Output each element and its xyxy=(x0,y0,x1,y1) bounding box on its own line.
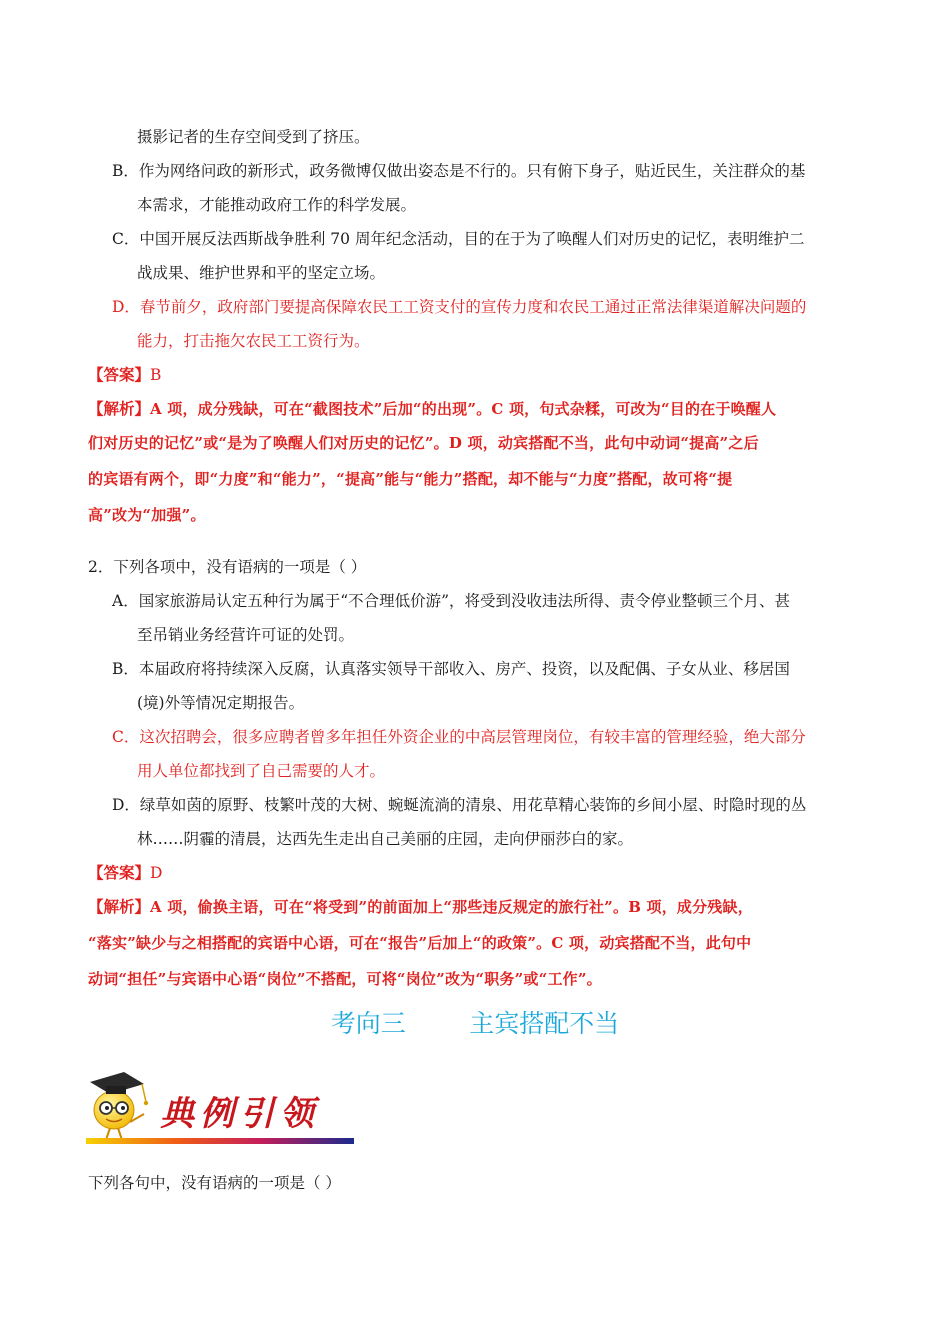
q1-explanation-line1: 【解析】A 项，成分残缺，可在“截图技术”后加“的出现”。C 项，句式杂糅，可改为“目的在于唤醒人 xyxy=(88,399,777,418)
q2-explanation-line3: 动词“担任”与宾语中心语“岗位”不搭配，可将“岗位”改为“职务”或“工作”。 xyxy=(88,970,602,988)
q1-explanation-line4: 高”改为“加强”。 xyxy=(88,506,206,524)
mascot-icon xyxy=(90,1072,148,1140)
q1-option-d-line1: D．春节前夕，政府部门要提高保障农民工工资支付的宣传力度和农民工通过正常法律渠道解决问题的 xyxy=(112,298,807,316)
q2-option-a-line1: A．国家旅游局认定五种行为属于“不合理低价游”，将受到没收违法所得、责令停业整顿三个月、甚 xyxy=(112,592,791,610)
q1-explanation-line2: 们对历史的记忆”或“是为了唤醒人们对历史的记忆”。D 项，动宾搭配不当，此句中动词“提高”之后 xyxy=(88,434,759,452)
q1-explanation-line3: 的宾语有两个，即“力度”和“能力”，“提高”能与“能力”搭配，却不能与“力度”搭配，故可将“提 xyxy=(88,470,733,488)
q2-option-c-line2: 用人单位都找到了自己需要的人才。 xyxy=(137,762,386,780)
final-question-stem: 下列各句中，没有语病的一项是（ ） xyxy=(88,1174,341,1192)
q2-answer xyxy=(88,856,162,890)
q2-option-d-line2: 林……阴霾的清晨，达西先生走出自己美丽的庄园，走向伊丽莎白的家。 xyxy=(137,830,634,848)
section-heading: 考向三 主宾搭配不当 xyxy=(330,1009,620,1038)
q2-option-b-line2: (境)外等情况定期报告。 xyxy=(137,694,305,712)
q2-option-c-line1: C．这次招聘会，很多应聘者曾多年担任外资企业的中高层管理岗位，有较丰富的管理经验，绝大部分 xyxy=(112,728,806,746)
q2-explanation-line2: “落实”缺少与之相搭配的宾语中心语，可在“报告”后加上“的政策”。C 项，动宾搭配不当，此句中 xyxy=(88,934,752,952)
explanation-label: 【解析】 xyxy=(88,399,151,418)
answer-value: B xyxy=(150,366,162,384)
answer-label: 【答案】 xyxy=(88,365,151,384)
q1-option-b-line1: B．作为网络问政的新形式，政务微博仅做出姿态是不行的。只有俯下身子，贴近民生，关注群众的基 xyxy=(112,162,806,180)
q2-option-d-line1: D．绿草如茵的原野、枝繁叶茂的大树、蜿蜒流淌的清泉、用花草精心装饰的乡间小屋、时隐时现的丛 xyxy=(112,796,807,814)
q1-option-c-line2: 战成果、维护世界和平的坚定立场。 xyxy=(137,264,386,282)
banner-gradient-bar xyxy=(86,1138,354,1144)
q1-option-b-line2: 本需求，才能推动政府工作的科学发展。 xyxy=(137,196,417,214)
q1-option-a-continuation: 摄影记者的生存空间受到了挤压。 xyxy=(137,128,370,146)
q2-explanation-line1: 【解析】A 项，偷换主语，可在“将受到”的前面加上“那些违反规定的旅行社”。B 项，成分残缺， xyxy=(88,897,753,916)
q2-option-a-line2: 至吊销业务经营许可证的处罚。 xyxy=(137,626,355,644)
q1-option-c-line1: C．中国开展反法西斯战争胜利 70 周年纪念活动，目的在于为了唤醒人们对历史的记忆，表明维护二 xyxy=(112,230,805,248)
q2-option-b-line1: B．本届政府将持续深入反腐，认真落实领导干部收入、房产、投资，以及配偶、子女从业、移居国 xyxy=(112,660,790,678)
answer-value: D xyxy=(150,864,163,882)
banner-text: 典例引领 xyxy=(160,1094,320,1134)
q1-answer xyxy=(88,358,161,392)
q1-option-d-line2: 能力，打击拖欠农民工工资行为。 xyxy=(137,332,370,350)
answer-label: 【答案】 xyxy=(88,863,151,882)
explanation-label: 【解析】 xyxy=(88,897,151,916)
example-banner xyxy=(84,1062,356,1150)
q2-stem: 2．下列各项中，没有语病的一项是（ ） xyxy=(88,558,367,576)
